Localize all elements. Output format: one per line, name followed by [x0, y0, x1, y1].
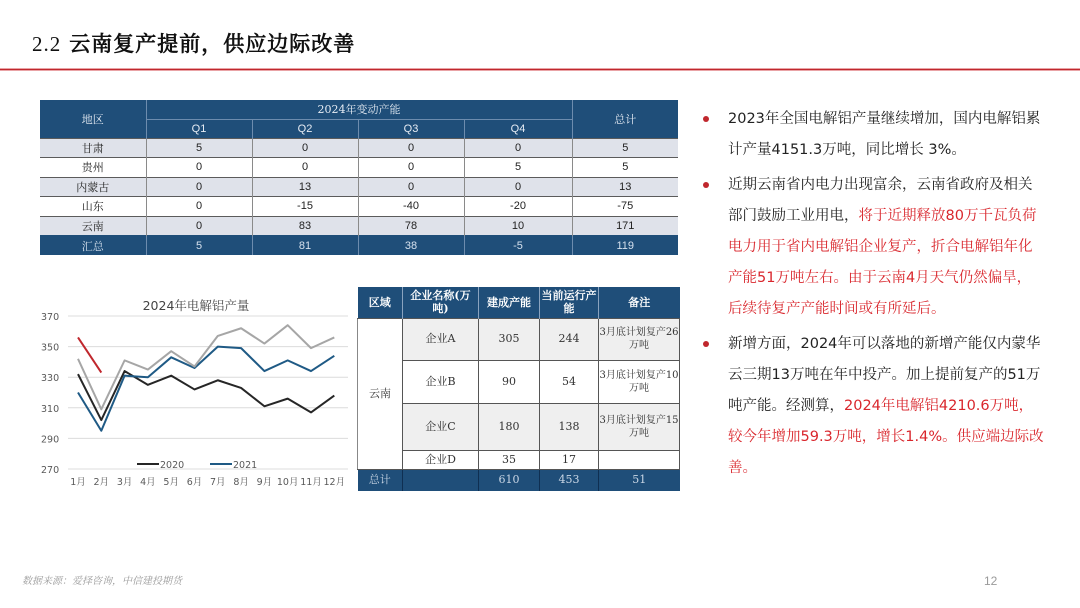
- q3-cell: -40: [358, 197, 464, 217]
- total-row: [358, 469, 680, 491]
- svg-text:370: 370: [41, 312, 60, 323]
- chart-title: 2024年电解铝产量: [142, 298, 250, 313]
- total-cell: 13: [572, 177, 678, 197]
- svg-text:2月: 2月: [93, 477, 110, 488]
- col-header-note: 备注: [599, 287, 680, 318]
- svg-text:6月: 6月: [186, 477, 203, 488]
- built-cell: 90: [479, 360, 540, 403]
- bullet-text: 2023年全国电解铝产量继续增加，国内电解铝累计产量4151.3万吨，同比增长 3%。: [728, 111, 1041, 158]
- bullet-highlight-text: 2024年电解铝4210.6万吨，较今年增加59.3万吨，增长1.4%。供应端边际改善。: [728, 398, 1044, 476]
- note-cell: [599, 450, 680, 469]
- y-axis-ticks: [41, 312, 59, 476]
- col-group-header: 2024年变动产能: [146, 100, 572, 119]
- q2-cell: 0: [252, 158, 358, 178]
- col-header-q1: Q1: [146, 119, 252, 138]
- capacity-change-table: [40, 100, 678, 255]
- region-cell: 贵州: [40, 158, 146, 178]
- running-cell: 244: [540, 318, 599, 360]
- q4-cell: 10: [464, 216, 572, 236]
- q4-cell: 0: [464, 177, 572, 197]
- region-cell: 内蒙古: [40, 177, 146, 197]
- total-built-cell: 610: [479, 469, 540, 491]
- built-cell: 180: [479, 403, 540, 450]
- x-axis-ticks: [70, 477, 345, 488]
- svg-text:1月: 1月: [70, 477, 86, 488]
- yunnan-enterprise-table: [357, 287, 680, 491]
- bullet-dot-icon: [703, 182, 709, 188]
- q2-cell: 83: [252, 216, 358, 236]
- table-row: [40, 158, 678, 178]
- total-cell: -75: [572, 197, 678, 217]
- svg-text:2021: 2021: [233, 460, 258, 471]
- title-divider: [0, 68, 1080, 71]
- region-cell: 云南: [358, 318, 403, 469]
- svg-text:8月: 8月: [233, 477, 249, 488]
- region-cell: 山东: [40, 197, 146, 217]
- svg-text:3月: 3月: [116, 477, 133, 488]
- production-line-chart: [38, 290, 358, 495]
- running-cell: 54: [540, 360, 599, 403]
- bullet-text: 近期云南省内电力出现富余，云南省政府及相关部门鼓励工业用电，: [728, 177, 1033, 224]
- q1-cell: 5: [146, 236, 252, 256]
- q1-cell: 0: [146, 216, 252, 236]
- bullet-item: [700, 170, 1045, 325]
- svg-text:10月: 10月: [276, 477, 299, 488]
- svg-text:290: 290: [41, 434, 60, 446]
- col-header-q2: Q2: [252, 119, 358, 138]
- col-header-enterprise: 企业名称(万吨): [403, 287, 479, 318]
- col-header-q4: Q4: [464, 119, 572, 138]
- note-cell: 3月底计划复产15万吨: [599, 403, 680, 450]
- total-enterprise-cell: [403, 469, 479, 491]
- col-header-built-capacity: 建成产能: [479, 287, 540, 318]
- col-header-region: 地区: [40, 100, 146, 138]
- chart-canvas: [38, 290, 358, 495]
- q1-cell: 0: [146, 177, 252, 197]
- q2-cell: 0: [252, 138, 358, 158]
- data-source-note: 数据来源：爱择咨询，中信建投期货: [22, 576, 182, 587]
- q2-cell: 13: [252, 177, 358, 197]
- q1-cell: 0: [146, 197, 252, 217]
- total-running-cell: 453: [540, 469, 599, 491]
- bullet-dot-icon: [703, 116, 709, 122]
- table-row: [358, 450, 680, 469]
- q4-cell: 5: [464, 158, 572, 178]
- q3-cell: 38: [358, 236, 464, 256]
- table-row: [40, 197, 678, 217]
- note-cell: 3月底计划复产26万吨: [599, 318, 680, 360]
- table-row: [40, 138, 678, 158]
- q3-cell: 0: [358, 158, 464, 178]
- table-row: [358, 360, 680, 403]
- q3-cell: 0: [358, 177, 464, 197]
- svg-text:330: 330: [41, 373, 60, 385]
- region-cell: 甘肃: [40, 138, 146, 158]
- col-header-region: 区域: [358, 287, 403, 318]
- section-title: 云南复产提前，供应边际改善: [69, 31, 356, 56]
- table-row: [358, 318, 680, 360]
- svg-text:9月: 9月: [256, 477, 273, 488]
- col-header-running-capacity: 当前运行产能: [540, 287, 599, 318]
- page-title: [32, 28, 355, 58]
- svg-text:2020: 2020: [160, 460, 185, 471]
- summary-row: [40, 236, 678, 256]
- bullet-text: 新增方面，2024年可以落地的新增产能仅内蒙华云三期13万吨在年中投产。加上提前复产的51万吨产能。经测算，: [728, 336, 1041, 414]
- svg-text:5月: 5月: [163, 477, 179, 488]
- built-cell: 35: [479, 450, 540, 469]
- svg-text:4月: 4月: [140, 477, 156, 488]
- q3-cell: 0: [358, 138, 464, 158]
- page-number: 12: [984, 574, 998, 588]
- table-row: [358, 403, 680, 450]
- q4-cell: 0: [464, 138, 572, 158]
- note-cell: 3月底计划复产10万吨: [599, 360, 680, 403]
- section-number: 2.2: [32, 32, 62, 56]
- bullet-item: [700, 329, 1045, 484]
- bullet-item: [700, 104, 1045, 166]
- running-cell: 17: [540, 450, 599, 469]
- svg-text:12月: 12月: [323, 477, 346, 488]
- q4-cell: -20: [464, 197, 572, 217]
- chart-series: [78, 325, 334, 431]
- total-note-cell: 51: [599, 469, 680, 491]
- region-cell: 汇总: [40, 236, 146, 256]
- svg-text:310: 310: [41, 403, 60, 415]
- table-row: [40, 177, 678, 197]
- q2-cell: -15: [252, 197, 358, 217]
- bullet-dot-icon: [703, 341, 709, 347]
- total-cell: 171: [572, 216, 678, 236]
- region-cell: 云南: [40, 216, 146, 236]
- table-row: [40, 216, 678, 236]
- col-header-q3: Q3: [358, 119, 464, 138]
- total-cell: 5: [572, 138, 678, 158]
- enterprise-cell: 企业A: [403, 318, 479, 360]
- total-label: 总计: [358, 469, 403, 491]
- running-cell: 138: [540, 403, 599, 450]
- svg-text:7月: 7月: [210, 477, 226, 488]
- bullet-highlight-text: 将于近期释放80万千瓦负荷电力用于省内电解铝企业复产，折合电解铝年化产能51万吨左右。由于云南4月天气仍然偏旱，后续待复产产能时间或有所延后。: [728, 208, 1037, 317]
- svg-text:270: 270: [41, 465, 60, 476]
- built-cell: 305: [479, 318, 540, 360]
- svg-text:350: 350: [41, 342, 60, 354]
- q3-cell: 78: [358, 216, 464, 236]
- enterprise-cell: 企业C: [403, 403, 479, 450]
- col-header-total: 总计: [572, 100, 678, 138]
- enterprise-cell: 企业B: [403, 360, 479, 403]
- q1-cell: 5: [146, 138, 252, 158]
- total-cell: 119: [572, 236, 678, 256]
- svg-text:11月: 11月: [300, 477, 322, 488]
- q4-cell: -5: [464, 236, 572, 256]
- total-cell: 5: [572, 158, 678, 178]
- enterprise-cell: 企业D: [403, 450, 479, 469]
- q1-cell: 0: [146, 158, 252, 178]
- q2-cell: 81: [252, 236, 358, 256]
- analysis-bullets: [700, 104, 1045, 484]
